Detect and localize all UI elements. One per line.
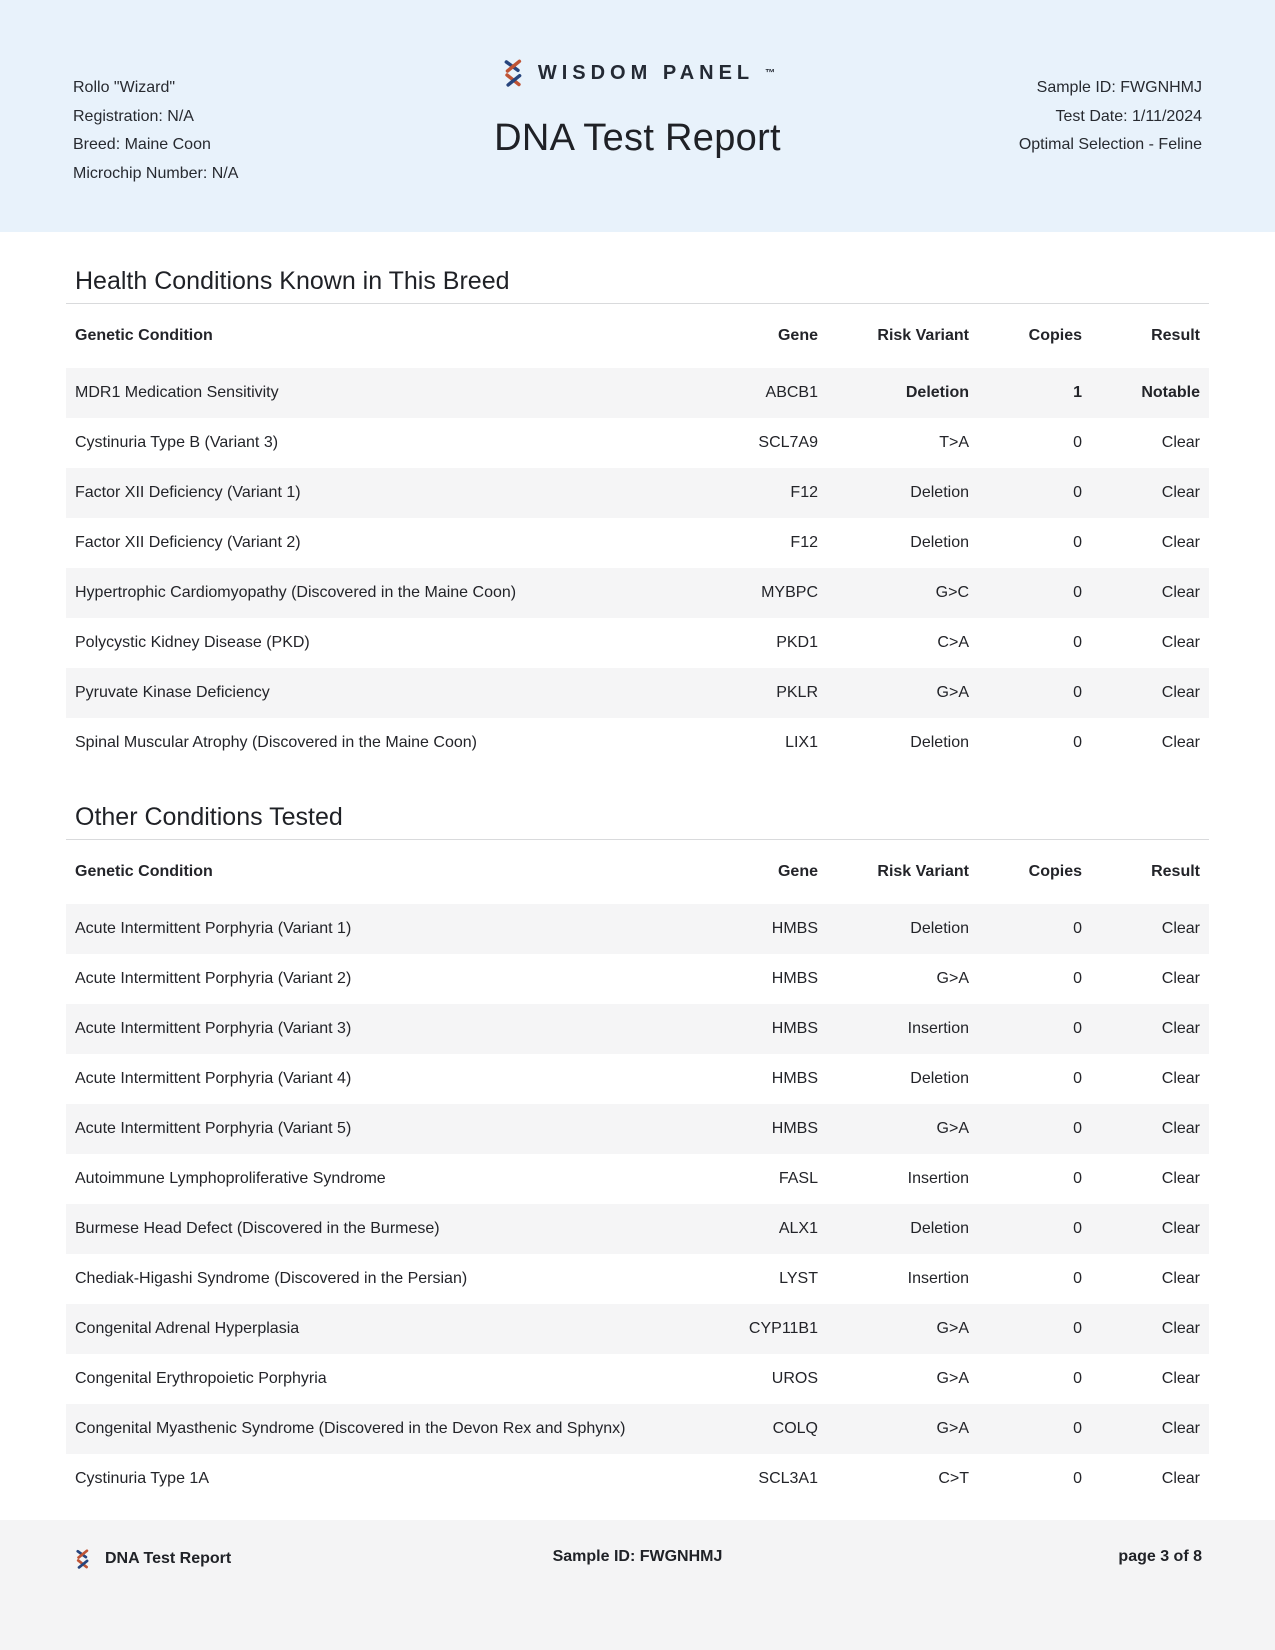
condition-name-cell: Congenital Erythropoietic Porphyria xyxy=(75,1370,327,1387)
conditions-table xyxy=(66,304,1209,768)
result-cell: Clear xyxy=(1161,634,1200,651)
test-date: Test Date: 1/11/2024 xyxy=(1055,107,1202,125)
footer-report-label: DNA Test Report xyxy=(105,1550,232,1567)
result-cell: Clear xyxy=(1161,920,1200,937)
condition-row xyxy=(66,418,1209,468)
gene-cell: HMBS xyxy=(771,1020,818,1037)
col-gene: Gene xyxy=(777,327,818,344)
condition-name-cell: Chediak-Higashi Syndrome (Discovered in the Persian) xyxy=(75,1270,468,1287)
risk-variant-cell: G>A xyxy=(936,1320,969,1337)
risk-variant-cell: Deletion xyxy=(905,384,969,401)
condition-name-cell: Autoimmune Lymphoproliferative Syndrome xyxy=(75,1170,386,1187)
condition-name-cell: Acute Intermittent Porphyria (Variant 5) xyxy=(75,1120,352,1137)
footer-sample-id: Sample ID: FWGNHMJ xyxy=(552,1548,723,1565)
risk-variant-cell: C>A xyxy=(937,634,969,651)
gene-cell: PKD1 xyxy=(776,634,818,651)
gene-cell: ABCB1 xyxy=(765,384,818,401)
copies-cell: 0 xyxy=(1073,1270,1082,1287)
risk-variant-cell: Insertion xyxy=(907,1270,969,1287)
condition-row xyxy=(66,468,1209,518)
risk-variant-cell: G>A xyxy=(936,684,969,701)
copies-cell: 0 xyxy=(1073,970,1082,987)
condition-name-cell: Factor XII Deficiency (Variant 2) xyxy=(75,534,301,551)
trademark-symbol: ™ xyxy=(765,67,776,79)
condition-name-cell: Acute Intermittent Porphyria (Variant 2) xyxy=(75,970,352,987)
result-cell: Clear xyxy=(1161,970,1200,987)
condition-row xyxy=(66,1154,1209,1204)
gene-cell: F12 xyxy=(790,484,818,501)
condition-name-cell: Polycystic Kidney Disease (PKD) xyxy=(75,634,310,651)
condition-row xyxy=(66,1104,1209,1154)
condition-row xyxy=(66,954,1209,1004)
sample-id: Sample ID: FWGNHMJ xyxy=(1036,79,1202,96)
condition-name-cell: Cystinuria Type 1A xyxy=(75,1470,209,1487)
conditions-table xyxy=(66,840,1209,1504)
sample-info-block xyxy=(1019,0,1202,232)
condition-name-cell: Cystinuria Type B (Variant 3) xyxy=(75,434,279,451)
result-cell: Clear xyxy=(1161,1470,1200,1487)
risk-variant-cell: Insertion xyxy=(907,1170,969,1187)
condition-row xyxy=(66,618,1209,668)
pet-info-block xyxy=(73,0,238,232)
gene-cell: CYP11B1 xyxy=(748,1320,818,1337)
copies-cell: 1 xyxy=(1073,384,1082,401)
table-header-row xyxy=(66,840,1209,904)
page-title: DNA Test Report xyxy=(494,117,781,159)
risk-variant-cell: Deletion xyxy=(910,484,969,501)
result-cell: Clear xyxy=(1161,1120,1200,1137)
pet-breed: Breed: Maine Coon xyxy=(73,136,211,153)
condition-row xyxy=(66,518,1209,568)
gene-cell: FASL xyxy=(778,1170,818,1187)
condition-row xyxy=(66,1404,1209,1454)
condition-row xyxy=(66,368,1209,418)
copies-cell: 0 xyxy=(1073,434,1082,451)
risk-variant-cell: G>C xyxy=(935,584,969,601)
condition-row xyxy=(66,568,1209,618)
risk-variant-cell: Deletion xyxy=(910,920,969,937)
gene-cell: HMBS xyxy=(771,970,818,987)
condition-name-cell: Factor XII Deficiency (Variant 1) xyxy=(75,484,301,501)
brand-block xyxy=(494,58,781,158)
risk-variant-cell: Deletion xyxy=(910,534,969,551)
copies-cell: 0 xyxy=(1073,484,1082,501)
risk-variant-cell: Deletion xyxy=(910,1070,969,1087)
gene-cell: SCL7A9 xyxy=(758,434,818,451)
risk-variant-cell: G>A xyxy=(936,970,969,987)
result-cell: Clear xyxy=(1161,1220,1200,1237)
result-cell: Clear xyxy=(1161,584,1200,601)
result-cell: Clear xyxy=(1161,534,1200,551)
copies-cell: 0 xyxy=(1073,634,1082,651)
copies-cell: 0 xyxy=(1073,920,1082,937)
col-copies: Copies xyxy=(1028,327,1082,344)
condition-row xyxy=(66,1004,1209,1054)
gene-cell: LIX1 xyxy=(785,734,818,751)
gene-cell: MYBPC xyxy=(761,584,818,601)
gene-cell: F12 xyxy=(790,534,818,551)
result-cell: Clear xyxy=(1161,1170,1200,1187)
copies-cell: 0 xyxy=(1073,584,1082,601)
table-header-row xyxy=(66,304,1209,368)
gene-cell: HMBS xyxy=(771,1070,818,1087)
condition-name-cell: Congenital Adrenal Hyperplasia xyxy=(75,1320,300,1337)
gene-cell: LYST xyxy=(779,1270,818,1287)
report-footer xyxy=(0,1520,1275,1650)
copies-cell: 0 xyxy=(1073,1420,1082,1437)
result-cell: Clear xyxy=(1161,1270,1200,1287)
risk-variant-cell: Deletion xyxy=(910,734,969,751)
condition-name-cell: Burmese Head Defect (Discovered in the Burmese) xyxy=(75,1220,440,1237)
gene-cell: HMBS xyxy=(771,1120,818,1137)
section-heading: Other Conditions Tested xyxy=(66,768,1209,840)
condition-name-cell: Acute Intermittent Porphyria (Variant 3) xyxy=(75,1020,352,1037)
gene-cell: PKLR xyxy=(776,684,818,701)
copies-cell: 0 xyxy=(1073,684,1082,701)
pet-registration: Registration: N/A xyxy=(73,107,194,125)
copies-cell: 0 xyxy=(1073,534,1082,551)
copies-cell: 0 xyxy=(1073,1320,1082,1337)
footer-left xyxy=(73,1548,231,1570)
condition-row xyxy=(66,1354,1209,1404)
result-cell: Clear xyxy=(1161,684,1200,701)
condition-name-cell: Congenital Myasthenic Syndrome (Discovered in the Devon Rex and Sphynx) xyxy=(75,1420,626,1437)
gene-cell: COLQ xyxy=(772,1420,818,1437)
result-cell: Clear xyxy=(1161,434,1200,451)
risk-variant-cell: Deletion xyxy=(910,1220,969,1237)
condition-row xyxy=(66,904,1209,954)
condition-name-cell: Acute Intermittent Porphyria (Variant 4) xyxy=(75,1070,352,1087)
copies-cell: 0 xyxy=(1073,1020,1082,1037)
section-heading: Health Conditions Known in This Breed xyxy=(66,232,1209,304)
condition-row xyxy=(66,718,1209,768)
result-cell: Clear xyxy=(1161,1020,1200,1037)
report-header xyxy=(0,0,1275,232)
result-cell: Clear xyxy=(1161,1070,1200,1087)
section-other-conditions xyxy=(66,768,1209,1504)
condition-name-cell: Spinal Muscular Atrophy (Discovered in the Maine Coon) xyxy=(75,734,477,751)
col-copies: Copies xyxy=(1028,863,1082,880)
col-result: Result xyxy=(1151,863,1200,880)
condition-row xyxy=(66,1054,1209,1104)
condition-row xyxy=(66,1304,1209,1354)
condition-row xyxy=(66,1454,1209,1504)
risk-variant-cell: G>A xyxy=(936,1420,969,1437)
copies-cell: 0 xyxy=(1073,734,1082,751)
result-cell: Clear xyxy=(1161,1420,1200,1437)
result-cell: Clear xyxy=(1161,1370,1200,1387)
condition-row xyxy=(66,1204,1209,1254)
condition-row xyxy=(66,668,1209,718)
col-risk-variant: Risk Variant xyxy=(877,863,969,880)
result-cell: Notable xyxy=(1141,384,1200,401)
dna-helix-logo-icon xyxy=(500,58,527,88)
col-gene: Gene xyxy=(777,863,818,880)
result-cell: Clear xyxy=(1161,484,1200,501)
gene-cell: SCL3A1 xyxy=(758,1470,818,1487)
gene-cell: HMBS xyxy=(771,920,818,937)
condition-name-cell: MDR1 Medication Sensitivity xyxy=(75,384,279,401)
col-genetic-condition: Genetic Condition xyxy=(75,327,213,344)
result-cell: Clear xyxy=(1161,734,1200,751)
section-breed-health-conditions xyxy=(66,232,1209,768)
copies-cell: 0 xyxy=(1073,1120,1082,1137)
condition-name-cell: Hypertrophic Cardiomyopathy (Discovered in the Maine Coon) xyxy=(75,584,517,601)
risk-variant-cell: Insertion xyxy=(907,1020,969,1037)
copies-cell: 0 xyxy=(1073,1370,1082,1387)
risk-variant-cell: C>T xyxy=(938,1470,969,1487)
dna-helix-footer-icon xyxy=(73,1548,92,1570)
risk-variant-cell: G>A xyxy=(936,1370,969,1387)
col-genetic-condition: Genetic Condition xyxy=(75,863,213,880)
copies-cell: 0 xyxy=(1073,1470,1082,1487)
risk-variant-cell: G>A xyxy=(936,1120,969,1137)
col-result: Result xyxy=(1151,327,1200,344)
result-cell: Clear xyxy=(1161,1320,1200,1337)
col-risk-variant: Risk Variant xyxy=(877,327,969,344)
copies-cell: 0 xyxy=(1073,1170,1082,1187)
brand-name: WISDOM PANEL xyxy=(537,61,755,84)
pet-microchip: Microchip Number: N/A xyxy=(73,164,239,182)
copies-cell: 0 xyxy=(1073,1220,1082,1237)
condition-row xyxy=(66,1254,1209,1304)
copies-cell: 0 xyxy=(1073,1070,1082,1087)
pet-name: Rollo "Wizard" xyxy=(73,79,176,96)
footer-page-number: page 3 of 8 xyxy=(1118,1548,1202,1565)
gene-cell: UROS xyxy=(771,1370,818,1387)
condition-name-cell: Acute Intermittent Porphyria (Variant 1) xyxy=(75,920,352,937)
gene-cell: ALX1 xyxy=(778,1220,818,1237)
product-name: Optimal Selection - Feline xyxy=(1018,136,1202,153)
report-body xyxy=(66,232,1209,1504)
risk-variant-cell: T>A xyxy=(939,434,969,451)
condition-name-cell: Pyruvate Kinase Deficiency xyxy=(75,684,270,701)
